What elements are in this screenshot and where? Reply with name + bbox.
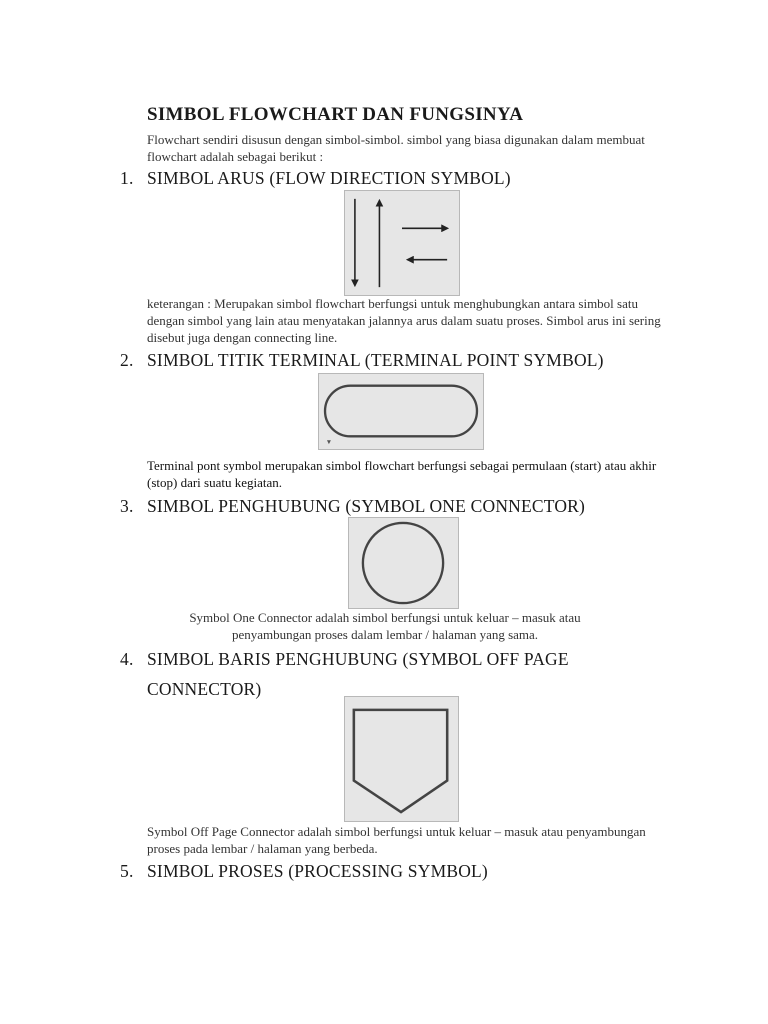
section-1-heading — [120, 168, 511, 189]
section-3-description — [120, 609, 650, 643]
section-3-description-line-1: Symbol One Connector adalah simbol berfungsi untuk keluar – masuk atau — [189, 610, 581, 625]
section-5-title: SIMBOL PROSES (PROCESSING SYMBOL) — [147, 861, 488, 881]
flow-direction-arrows-icon — [345, 191, 459, 295]
section-1-number: 1. — [120, 168, 134, 188]
section-2-description: Terminal pont symbol merupakan simbol flowchart berfungsi sebagai permulaan (start) atau akhir (stop) dari suatu kegiatan. — [147, 458, 657, 490]
one-connector-symbol-figure — [348, 517, 459, 609]
section-2-number: 2. — [120, 350, 134, 370]
section-5-number: 5. — [120, 861, 134, 881]
terminal-rounded-rect-icon — [319, 374, 483, 449]
section-3-description-line-2: penyambungan proses dalam lembar / halaman yang sama. — [231, 627, 539, 642]
terminal-point-symbol-figure — [318, 373, 484, 450]
flow-direction-symbol-figure — [344, 190, 460, 296]
section-3-title: SIMBOL PENGHUBUNG (SYMBOL ONE CONNECTOR) — [147, 496, 586, 516]
section-1-description: keterangan : Merupakan simbol flowchart berfungsi untuk menghubungkan antara simbol satu dengan simbol yang lain atau menyatakan jalannya arus dalam suatu proses. Simbol arus ini sering disebut juga dengan connecting line. — [147, 296, 661, 345]
section-4-heading — [120, 649, 569, 700]
section-2-title: SIMBOL TITIK TERMINAL (TERMINAL POINT SYMBOL) — [147, 350, 604, 370]
section-4-title-line-2: CONNECTOR) — [147, 679, 262, 699]
section-3-heading — [120, 496, 585, 517]
section-1-title: SIMBOL ARUS (FLOW DIRECTION SYMBOL) — [147, 168, 511, 188]
intro-paragraph: Flowchart sendiri disusun dengan simbol-simbol. simbol yang biasa digunakan dalam membuat flowchart adalah sebagai berikut : — [147, 132, 645, 164]
section-3-number: 3. — [120, 496, 134, 516]
section-4-description: Symbol Off Page Connector adalah simbol berfungsi untuk keluar – masuk atau penyambungan proses pada lembar / halaman yang berbeda. — [147, 824, 646, 856]
section-2-heading — [120, 350, 604, 371]
off-page-connector-symbol-figure — [344, 696, 459, 822]
section-4-title-line-1: SIMBOL BARIS PENGHUBUNG (SYMBOL OFF PAGE — [147, 649, 569, 669]
connector-circle-icon — [349, 518, 458, 608]
section-5-heading — [120, 861, 488, 882]
off-page-pentagon-icon — [345, 697, 458, 821]
document-title: SIMBOL FLOWCHART DAN FUNGSINYA — [147, 104, 524, 125]
section-4-number: 4. — [120, 649, 134, 669]
